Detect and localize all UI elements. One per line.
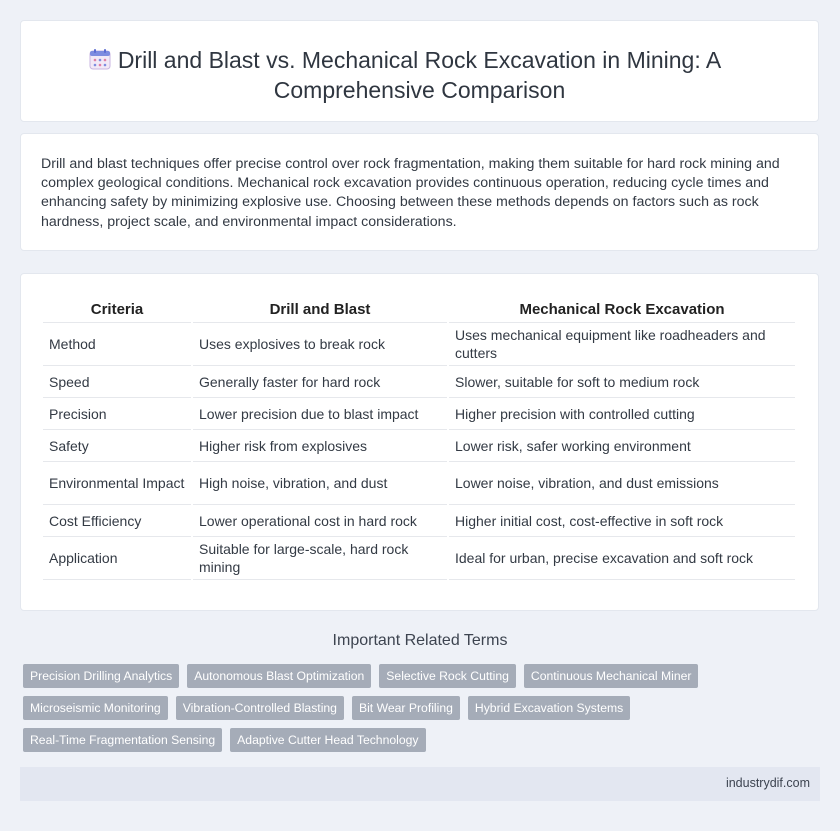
table-cell: Safety — [43, 430, 191, 462]
table-header-row — [43, 294, 795, 323]
tag-selective-rock-cutting[interactable]: Selective Rock Cutting — [379, 664, 516, 688]
table-cell: Higher risk from explosives — [193, 430, 447, 462]
table-row — [43, 462, 795, 505]
table-row — [43, 398, 795, 430]
comparison-card — [20, 273, 819, 611]
related-terms-title: Important Related Terms — [332, 632, 508, 649]
table-row — [43, 366, 795, 398]
tag-adaptive-cutter-head-technology[interactable]: Adaptive Cutter Head Technology — [230, 728, 425, 752]
table-cell: Method — [43, 323, 191, 366]
tag-autonomous-blast-optimization[interactable]: Autonomous Blast Optimization — [187, 664, 371, 688]
tag-precision-drilling-analytics[interactable]: Precision Drilling Analytics — [23, 664, 179, 688]
column-header-mechanical: Mechanical Rock Excavation — [449, 294, 795, 323]
table-cell: Higher precision with controlled cutting — [449, 398, 795, 430]
table-cell: Higher initial cost, cost-effective in soft rock — [449, 505, 795, 537]
tag-vibration-controlled-blasting[interactable]: Vibration-Controlled Blasting — [176, 696, 344, 720]
table-row — [43, 323, 795, 366]
table-cell: Slower, suitable for soft to medium rock — [449, 366, 795, 398]
page-title: Drill and Blast vs. Mechanical Rock Excavation in Mining: A Comprehensive Comparison — [117, 47, 722, 103]
footer-site-link[interactable]: industrydif.com — [725, 776, 810, 790]
tag-row — [23, 664, 803, 688]
table-cell: Suitable for large-scale, hard rock mining — [193, 537, 447, 580]
footer — [20, 767, 820, 801]
table-cell: Lower noise, vibration, and dust emissions — [449, 462, 795, 505]
tag-row — [23, 696, 803, 720]
tag-hybrid-excavation-systems[interactable]: Hybrid Excavation Systems — [468, 696, 630, 720]
table-cell: Ideal for urban, precise excavation and soft rock — [449, 537, 795, 580]
column-header-drill-and-blast: Drill and Blast — [193, 294, 447, 323]
table-cell: Lower precision due to blast impact — [193, 398, 447, 430]
table-cell: Lower operational cost in hard rock — [193, 505, 447, 537]
tag-continuous-mechanical-miner[interactable]: Continuous Mechanical Miner — [524, 664, 699, 688]
table-cell: Lower risk, safer working environment — [449, 430, 795, 462]
intro-card — [20, 133, 819, 251]
table-row — [43, 537, 795, 580]
tag-real-time-fragmentation-sensing[interactable]: Real-Time Fragmentation Sensing — [23, 728, 222, 752]
table-cell: High noise, vibration, and dust — [193, 462, 447, 505]
table-cell: Precision — [43, 398, 191, 430]
tag-row — [23, 728, 803, 752]
tag-bit-wear-profiling[interactable]: Bit Wear Profiling — [352, 696, 460, 720]
table-cell: Generally faster for hard rock — [193, 366, 447, 398]
table-row — [43, 505, 795, 537]
comparison-table — [41, 294, 797, 580]
table-row — [43, 430, 795, 462]
intro-paragraph: Drill and blast techniques offer precise control over rock fragmentation, making them suitable for hard rock mining and complex geological conditions. Mechanical rock excavation provides continuous operation, reducing cycle times and enhancing safety by minimizing explosive use. Choosing between these methods depends on factors such as rock hardness, project scale, and environmental impact considerations. — [41, 156, 780, 230]
title-card — [20, 20, 819, 122]
table-cell: Application — [43, 537, 191, 580]
table-cell: Uses mechanical equipment like roadheaders and cutters — [449, 323, 795, 366]
tag-microseismic-monitoring[interactable]: Microseismic Monitoring — [23, 696, 168, 720]
table-cell: Environmental Impact — [43, 462, 191, 505]
column-header-criteria: Criteria — [43, 294, 191, 323]
table-cell: Speed — [43, 366, 191, 398]
related-terms-tags — [23, 664, 803, 760]
table-cell: Cost Efficiency — [43, 505, 191, 537]
table-cell: Uses explosives to break rock — [193, 323, 447, 366]
